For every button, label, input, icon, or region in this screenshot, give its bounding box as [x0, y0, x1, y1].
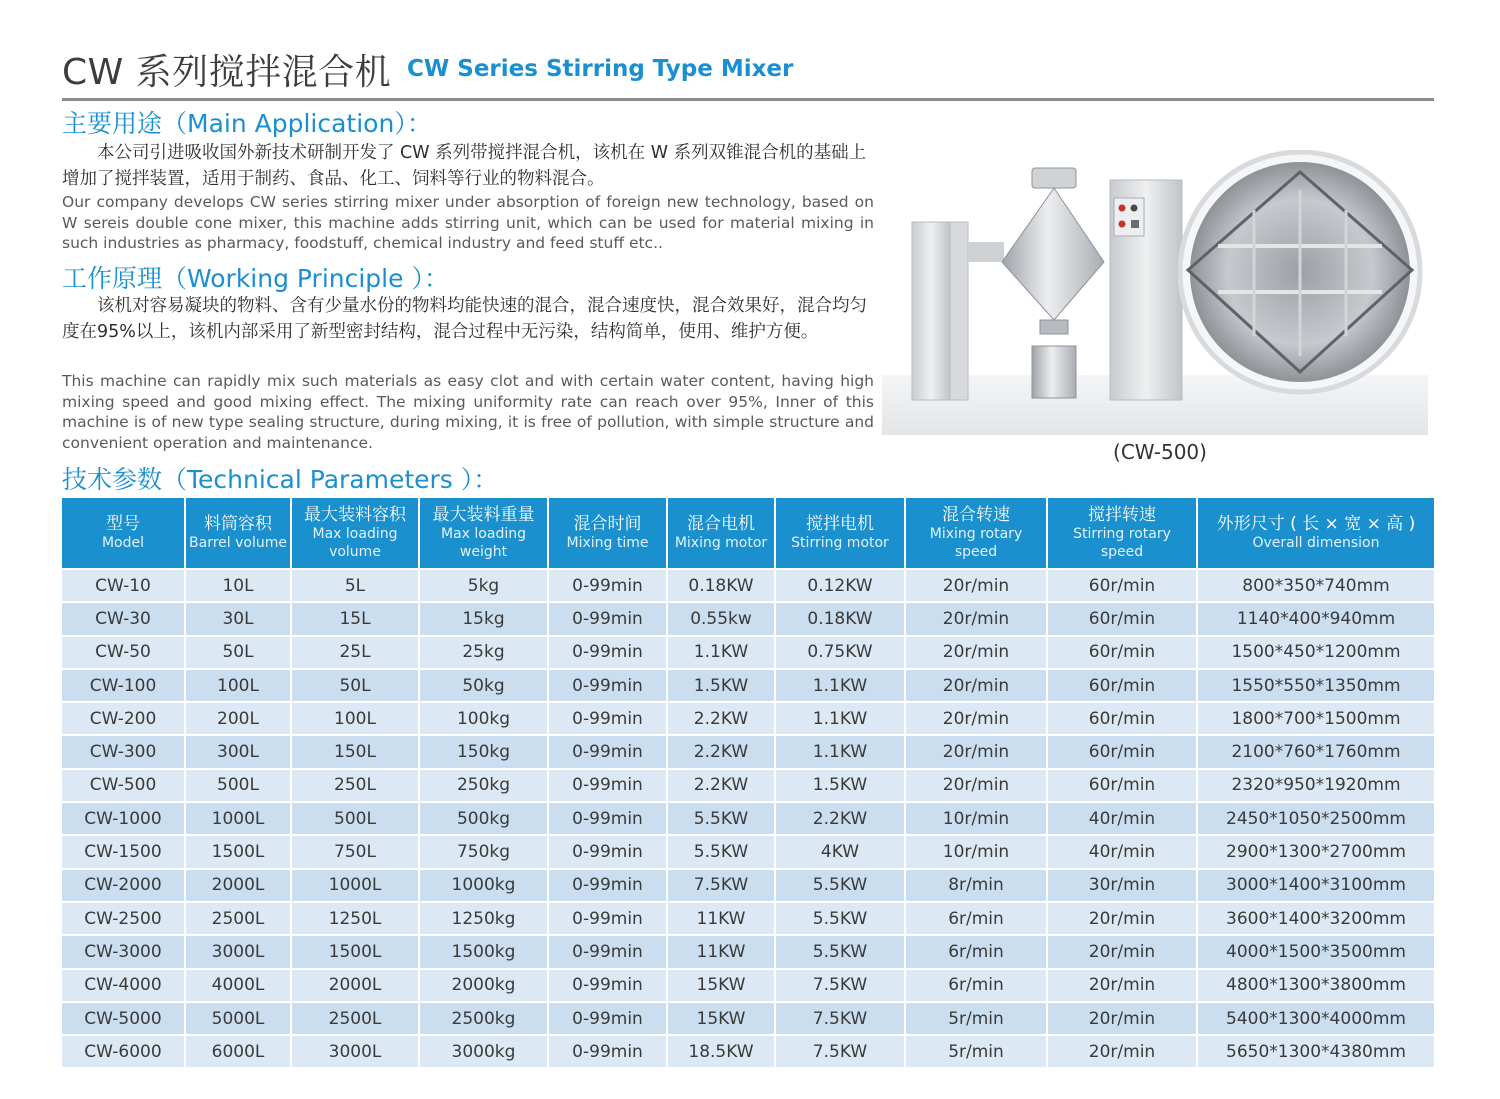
cell-model: CW-100	[62, 668, 186, 701]
cell-mixing-time: 0-99min	[549, 1001, 668, 1034]
cell-max-loading-weight: 750kg	[420, 834, 549, 867]
cell-stirring-rotary-speed: 30r/min	[1048, 868, 1198, 901]
cell-mixing-rotary-speed: 10r/min	[906, 801, 1048, 834]
cell-stirring-rotary-speed: 20r/min	[1048, 968, 1198, 1001]
table-row	[62, 635, 1434, 668]
cell-barrel-volume: 200L	[186, 701, 292, 734]
cell-stirring-rotary-speed: 60r/min	[1048, 668, 1198, 701]
cell-model: CW-2500	[62, 901, 186, 934]
cell-overall-dimension: 1550*550*1350mm	[1198, 668, 1434, 701]
page-title-en: CW Series Stirring Type Mixer	[407, 56, 794, 82]
column-header-cn: 搅拌转速	[1088, 505, 1156, 525]
control-panel	[1114, 198, 1144, 236]
cell-max-loading-weight: 50kg	[420, 668, 549, 701]
cell-max-loading-volume: 1000L	[292, 868, 420, 901]
cell-stirring-rotary-speed: 60r/min	[1048, 601, 1198, 634]
cell-model: CW-50	[62, 635, 186, 668]
column-header-cn: 搅拌电机	[806, 514, 874, 534]
page-title-cn: CW 系列搅拌混合机	[62, 52, 392, 93]
cell-barrel-volume: 1000L	[186, 801, 292, 834]
cell-mixing-time: 0-99min	[549, 834, 668, 867]
cell-model: CW-2000	[62, 868, 186, 901]
cell-model: CW-500	[62, 768, 186, 801]
cell-barrel-volume: 1500L	[186, 834, 292, 867]
cell-max-loading-weight: 2500kg	[420, 1001, 549, 1034]
cell-barrel-volume: 500L	[186, 768, 292, 801]
cell-barrel-volume: 5000L	[186, 1001, 292, 1034]
cell-mixing-time: 0-99min	[549, 768, 668, 801]
cell-mixing-motor: 1.5KW	[668, 668, 776, 701]
cell-barrel-volume: 4000L	[186, 968, 292, 1001]
receiving-bucket	[1032, 346, 1076, 398]
cell-stirring-rotary-speed: 60r/min	[1048, 635, 1198, 668]
cell-mixing-rotary-speed: 20r/min	[906, 601, 1048, 634]
double-cone-vessel	[1002, 188, 1104, 320]
cell-mixing-motor: 15KW	[668, 1001, 776, 1034]
cell-mixing-rotary-speed: 6r/min	[906, 901, 1048, 934]
cell-overall-dimension: 4000*1500*3500mm	[1198, 934, 1434, 967]
column-header-max-loading-weight	[420, 498, 549, 568]
column-header-overall-dimension	[1198, 498, 1434, 568]
mixer-product-image	[882, 150, 1428, 435]
cell-mixing-time: 0-99min	[549, 635, 668, 668]
column-header-cn: 料筒容积	[204, 514, 272, 534]
column-header-cn: 最大装料重量	[432, 505, 535, 525]
cell-mixing-rotary-speed: 10r/min	[906, 834, 1048, 867]
table-row	[62, 601, 1434, 634]
top-inlet	[1032, 168, 1076, 188]
table-row	[62, 834, 1434, 867]
cell-max-loading-volume: 5L	[292, 568, 420, 601]
principle-text-en: This machine can rapidly mix such materials as easy clot and with certain water content, having high mixing speed and good mixing effect. The mixing uniformity rate can reach over 95%, Inner of this machine is of new type sealing structure, during mixing, it is free of pollution, with simple structure and convenient operation and maintenance.	[62, 372, 874, 452]
column-header-en: Max loading weight	[441, 526, 526, 560]
cell-max-loading-weight: 3000kg	[420, 1034, 549, 1067]
cell-stirring-rotary-speed: 40r/min	[1048, 834, 1198, 867]
cell-stirring-rotary-speed: 60r/min	[1048, 701, 1198, 734]
cell-mixing-time: 0-99min	[549, 1034, 668, 1067]
cell-max-loading-volume: 750L	[292, 834, 420, 867]
cell-stirring-motor: 2.2KW	[776, 801, 906, 834]
cell-mixing-rotary-speed: 20r/min	[906, 635, 1048, 668]
cell-mixing-time: 0-99min	[549, 934, 668, 967]
column-header-stirring-motor	[776, 498, 906, 568]
cell-model: CW-300	[62, 734, 186, 767]
table-row	[62, 934, 1434, 967]
cell-max-loading-weight: 150kg	[420, 734, 549, 767]
left-frame-side	[950, 222, 968, 400]
column-header-max-loading-volume	[292, 498, 420, 568]
cell-barrel-volume: 50L	[186, 635, 292, 668]
cell-max-loading-volume: 100L	[292, 701, 420, 734]
cell-stirring-rotary-speed: 60r/min	[1048, 568, 1198, 601]
table-row	[62, 701, 1434, 734]
column-header-en: Mixing rotary speed	[929, 526, 1023, 560]
cell-stirring-motor: 5.5KW	[776, 934, 906, 967]
cell-mixing-motor: 5.5KW	[668, 801, 776, 834]
cell-max-loading-weight: 25kg	[420, 635, 549, 668]
cell-max-loading-weight: 1250kg	[420, 901, 549, 934]
column-header-en: Overall dimension	[1252, 535, 1380, 551]
cell-max-loading-volume: 1500L	[292, 934, 420, 967]
column-header-cn: 外形尺寸 ( 长 × 宽 × 高 )	[1216, 514, 1416, 534]
cell-mixing-time: 0-99min	[549, 801, 668, 834]
application-heading: 主要用途（Main Application）：	[62, 109, 432, 138]
shaft-left	[968, 242, 1004, 262]
cell-mixing-rotary-speed: 20r/min	[906, 768, 1048, 801]
cell-stirring-motor: 7.5KW	[776, 1001, 906, 1034]
cell-max-loading-volume: 2500L	[292, 1001, 420, 1034]
cell-max-loading-volume: 3000L	[292, 1034, 420, 1067]
cell-overall-dimension: 2320*950*1920mm	[1198, 768, 1434, 801]
cell-mixing-time: 0-99min	[549, 568, 668, 601]
column-header-en: Barrel volume	[189, 535, 287, 551]
cell-max-loading-volume: 500L	[292, 801, 420, 834]
cell-stirring-motor: 1.5KW	[776, 768, 906, 801]
page-header	[62, 44, 1434, 101]
cell-overall-dimension: 5400*1300*4000mm	[1198, 1001, 1434, 1034]
cell-max-loading-weight: 250kg	[420, 768, 549, 801]
table-row	[62, 868, 1434, 901]
cell-max-loading-volume: 25L	[292, 635, 420, 668]
cell-overall-dimension: 3600*1400*3200mm	[1198, 901, 1434, 934]
table-row	[62, 1034, 1434, 1067]
cell-stirring-rotary-speed: 20r/min	[1048, 1001, 1198, 1034]
table-row	[62, 1001, 1434, 1034]
cell-max-loading-weight: 100kg	[420, 701, 549, 734]
column-header-en: Stirring motor	[791, 535, 889, 551]
cell-mixing-motor: 7.5KW	[668, 868, 776, 901]
cell-model: CW-4000	[62, 968, 186, 1001]
cell-stirring-rotary-speed: 20r/min	[1048, 901, 1198, 934]
cell-stirring-motor: 1.1KW	[776, 734, 906, 767]
column-header-en: Stirring rotary speed	[1073, 526, 1171, 560]
cell-model: CW-6000	[62, 1034, 186, 1067]
cell-stirring-motor: 0.75KW	[776, 635, 906, 668]
column-header-en: Model	[101, 535, 145, 551]
table-row	[62, 768, 1434, 801]
column-header-en: Mixing motor	[674, 535, 768, 551]
black-button-icon	[1131, 205, 1138, 212]
cell-overall-dimension: 800*350*740mm	[1198, 568, 1434, 601]
cell-overall-dimension: 1140*400*940mm	[1198, 601, 1434, 634]
cell-overall-dimension: 5650*1300*4380mm	[1198, 1034, 1434, 1067]
cell-barrel-volume: 30L	[186, 601, 292, 634]
cell-mixing-motor: 2.2KW	[668, 768, 776, 801]
cell-max-loading-weight: 15kg	[420, 601, 549, 634]
cell-max-loading-volume: 250L	[292, 768, 420, 801]
cell-mixing-time: 0-99min	[549, 601, 668, 634]
cell-barrel-volume: 2000L	[186, 868, 292, 901]
cell-mixing-rotary-speed: 5r/min	[906, 1001, 1048, 1034]
table-row	[62, 901, 1434, 934]
cell-max-loading-weight: 500kg	[420, 801, 549, 834]
discharge-valve	[1040, 320, 1068, 334]
table-row	[62, 568, 1434, 601]
switch-icon	[1131, 220, 1139, 228]
column-header-model	[62, 498, 186, 568]
technical-parameters-table	[62, 498, 1434, 1067]
table-row	[62, 968, 1434, 1001]
cell-mixing-motor: 0.55kw	[668, 601, 776, 634]
column-header-en: Max loading volume	[312, 526, 398, 560]
cell-overall-dimension: 1800*700*1500mm	[1198, 701, 1434, 734]
table-row	[62, 668, 1434, 701]
cell-mixing-motor: 1.1KW	[668, 635, 776, 668]
cell-stirring-rotary-speed: 20r/min	[1048, 934, 1198, 967]
cell-overall-dimension: 2450*1050*2500mm	[1198, 801, 1434, 834]
cell-mixing-rotary-speed: 6r/min	[906, 934, 1048, 967]
cell-model: CW-200	[62, 701, 186, 734]
cell-stirring-motor: 7.5KW	[776, 968, 906, 1001]
red-button-icon	[1119, 205, 1126, 212]
cell-stirring-motor: 7.5KW	[776, 1034, 906, 1067]
cell-mixing-motor: 11KW	[668, 901, 776, 934]
cell-mixing-motor: 18.5KW	[668, 1034, 776, 1067]
cell-barrel-volume: 6000L	[186, 1034, 292, 1067]
cell-max-loading-volume: 15L	[292, 601, 420, 634]
column-header-mixing-time	[549, 498, 668, 568]
cell-barrel-volume: 2500L	[186, 901, 292, 934]
cell-stirring-motor: 0.18KW	[776, 601, 906, 634]
cell-mixing-rotary-speed: 20r/min	[906, 734, 1048, 767]
table-row	[62, 734, 1434, 767]
column-header-cn: 混合时间	[573, 514, 642, 534]
application-text-cn: 本公司引进吸收国外新技术研制开发了 CW 系列带搅拌混合机，该机在 W 系列双锥混合机的基础上增加了搅拌装置，适用于制药、食品、化工、饲料等行业的物料混合。	[62, 143, 867, 189]
column-header-cn: 最大装料容积	[304, 505, 406, 525]
column-header-mixing-rotary-speed	[906, 498, 1048, 568]
image-caption: (CW-500)	[1113, 440, 1207, 464]
cell-mixing-rotary-speed: 20r/min	[906, 668, 1048, 701]
cell-stirring-motor: 1.1KW	[776, 701, 906, 734]
column-header-cn: 混合电机	[687, 514, 755, 534]
principle-heading: 工作原理（Working Principle ）：	[62, 264, 449, 293]
cell-max-loading-volume: 2000L	[292, 968, 420, 1001]
cell-stirring-motor: 5.5KW	[776, 901, 906, 934]
cell-model: CW-5000	[62, 1001, 186, 1034]
red-button-icon	[1119, 221, 1126, 228]
column-header-stirring-rotary-speed	[1048, 498, 1198, 568]
cell-overall-dimension: 1500*450*1200mm	[1198, 635, 1434, 668]
cell-mixing-motor: 2.2KW	[668, 701, 776, 734]
cell-stirring-rotary-speed: 20r/min	[1048, 1034, 1198, 1067]
cell-mixing-time: 0-99min	[549, 701, 668, 734]
cell-stirring-motor: 5.5KW	[776, 868, 906, 901]
cell-max-loading-volume: 50L	[292, 668, 420, 701]
cell-stirring-motor: 4KW	[776, 834, 906, 867]
application-text-en: Our company develops CW series stirring mixer under absorption of foreign new technology, based on W sereis double cone mixer, this machine adds stirring unit, which can be used for material mixing in such industries as pharmacy, foodstuff, chemical industry and feed stuff etc..	[62, 193, 874, 252]
table-row	[62, 801, 1434, 834]
cell-overall-dimension: 4800*1300*3800mm	[1198, 968, 1434, 1001]
cell-mixing-rotary-speed: 20r/min	[906, 568, 1048, 601]
cell-barrel-volume: 10L	[186, 568, 292, 601]
cell-stirring-rotary-speed: 60r/min	[1048, 734, 1198, 767]
cell-barrel-volume: 100L	[186, 668, 292, 701]
cell-mixing-time: 0-99min	[549, 734, 668, 767]
cell-mixing-time: 0-99min	[549, 968, 668, 1001]
cell-stirring-motor: 0.12KW	[776, 568, 906, 601]
cell-mixing-motor: 11KW	[668, 934, 776, 967]
cell-mixing-motor: 2.2KW	[668, 734, 776, 767]
cell-stirring-motor: 1.1KW	[776, 668, 906, 701]
cell-mixing-time: 0-99min	[549, 901, 668, 934]
column-header-cn: 型号	[106, 514, 140, 534]
cell-overall-dimension: 2100*760*1760mm	[1198, 734, 1434, 767]
cell-barrel-volume: 3000L	[186, 934, 292, 967]
cell-stirring-rotary-speed: 60r/min	[1048, 768, 1198, 801]
cell-max-loading-volume: 150L	[292, 734, 420, 767]
column-header-mixing-motor	[668, 498, 776, 568]
cell-overall-dimension: 2900*1300*2700mm	[1198, 834, 1434, 867]
cell-overall-dimension: 3000*1400*3100mm	[1198, 868, 1434, 901]
column-header-barrel-volume	[186, 498, 292, 568]
cell-mixing-motor: 5.5KW	[668, 834, 776, 867]
cell-mixing-rotary-speed: 5r/min	[906, 1034, 1048, 1067]
cell-mixing-time: 0-99min	[549, 868, 668, 901]
cell-model: CW-30	[62, 601, 186, 634]
cell-model: CW-1000	[62, 801, 186, 834]
cell-mixing-rotary-speed: 8r/min	[906, 868, 1048, 901]
cell-model: CW-10	[62, 568, 186, 601]
cell-mixing-motor: 15KW	[668, 968, 776, 1001]
cell-mixing-motor: 0.18KW	[668, 568, 776, 601]
cell-max-loading-weight: 2000kg	[420, 968, 549, 1001]
left-frame	[912, 222, 950, 400]
table-header-row	[62, 498, 1434, 568]
cell-model: CW-3000	[62, 934, 186, 967]
parameters-heading: 技术参数（Technical Parameters ）：	[62, 465, 499, 494]
cell-max-loading-weight: 5kg	[420, 568, 549, 601]
cell-max-loading-weight: 1000kg	[420, 868, 549, 901]
cell-barrel-volume: 300L	[186, 734, 292, 767]
column-header-cn: 混合转速	[942, 505, 1010, 525]
cell-mixing-time: 0-99min	[549, 668, 668, 701]
cell-max-loading-volume: 1250L	[292, 901, 420, 934]
principle-text-cn: 该机对容易凝块的物料、含有少量水份的物料均能快速的混合，混合速度快，混合效果好，混合均匀度在95%以上，该机内部采用了新型密封结构，混合过程中无污染，结构简单，使用、维护方便。	[62, 296, 867, 342]
column-header-en: Mixing time	[566, 535, 649, 551]
cell-model: CW-1500	[62, 834, 186, 867]
cell-mixing-rotary-speed: 20r/min	[906, 701, 1048, 734]
cell-mixing-rotary-speed: 6r/min	[906, 968, 1048, 1001]
cell-stirring-rotary-speed: 40r/min	[1048, 801, 1198, 834]
cell-max-loading-weight: 1500kg	[420, 934, 549, 967]
